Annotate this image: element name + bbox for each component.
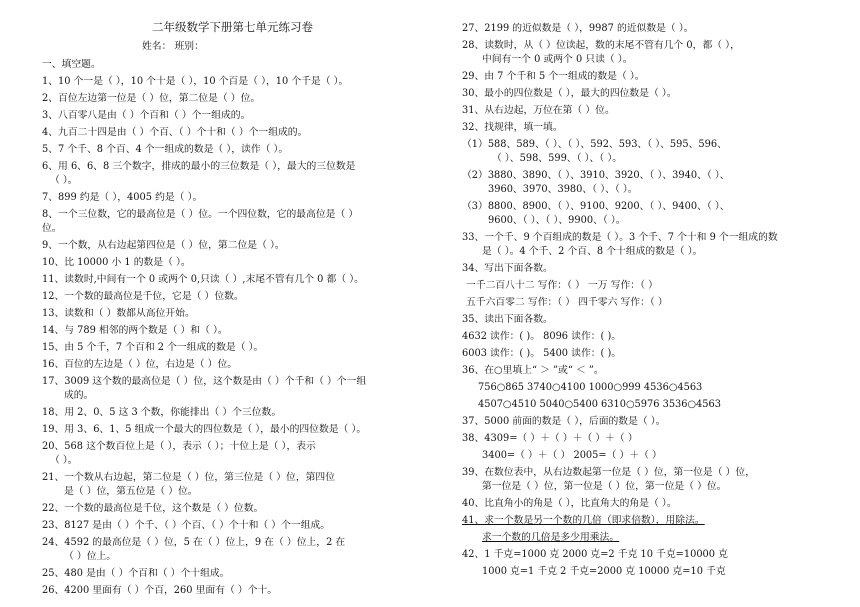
worksheet-line: 16、百位的左边是（ ）位，右边是（ ）位。 [42,359,238,370]
worksheet-line: 30、最小的四位数是（ ），最大的四位数是（ ）。 [462,88,677,99]
worksheet-line: 10、比 10000 小 1 的数是（ ）。 [42,257,191,268]
worksheet-line: 第一位是（ ）位，第一位是（ ）位，第一位是（ ）位。 [482,481,727,492]
worksheet-line: 是（ ）位，第五位是（ ）位。 [64,486,198,497]
worksheet-line: 21、一个数从右边起，第二位是（ ）位，第三位是（ ）位，第四位 [42,472,336,483]
worksheet-line: 40、比直角小的角是（ ），比直角大的角是（ ）。 [462,498,677,509]
worksheet-line: 6003 读作：( )。 5400 读作：( )。 [462,348,622,359]
worksheet-line: 3960、3970、3980、（ ）、（ ）。 [488,184,638,195]
worksheet-line: 是（ ）。4 个千、2 个百、8 个十组成的数是（ ）。 [482,246,703,257]
worksheet-line: （ ）。 [50,175,78,186]
page-title: 二年级数学下册第七单元练习卷 [152,20,313,34]
worksheet-line: 11、读数时,中间有一个 0 或两个 0,只读（ ）,末尾不管有几个 0 都（ ）。 [42,274,364,285]
worksheet-line: 31、从右边起，万位在第（ ）位。 [462,105,615,116]
worksheet-line: 4507○4510 5040○5400 6310○5976 3536○4563 [478,399,721,410]
worksheet-line: 1、10 个一是（ ），10 个十是（ ），10 个百是（ ），10 个千是（ ）。 [42,76,349,87]
worksheet-line: 756○865 3740○4100 1000○999 4536○4563 [478,382,703,393]
worksheet-line: 15、由 5 个千，7 个百和 2 个一组成的数是（ ）。 [42,342,264,353]
worksheet-line: 4、九百二十四是由（ ）个百、（ ）个十和（ ）个一组成的。 [42,127,308,138]
worksheet-line: 35、读出下面各数。 [462,314,553,325]
worksheet-line: 中间有一个 0 或两个 0 只读（ ）。 [482,54,633,65]
worksheet-line: （2）3880、3890、（ ）、3910、3920、（ ）、3940、（ ）、 [462,170,730,181]
worksheet-line: 2、百位左边第一位是（ ）位，第二位是（ ）位。 [42,93,261,104]
worksheet-line: 26、4200 里面有（ ）个百，260 里面有（ ）个十。 [42,585,278,596]
worksheet-line: 36、在○里填上“ ＞ ”或“ ＜ ”。 [462,365,604,376]
worksheet-line: 9、一个数，从右边起第四位是（ ）位，第二位是（ ）。 [42,240,285,251]
worksheet-line: 3400=（ ）＋（ ） 2005=（ ）＋（ ） [482,450,662,461]
worksheet-line: 14、与 789 相邻的两个数是（ ）和（ ）。 [42,325,228,336]
worksheet-line: 28、读数时，从（ ）位读起，数的末尾不管有几个 0，都（ ）， [462,40,740,51]
worksheet-line: 3、八百零八是由（ ）个百和（ ）个一组成的。 [42,110,251,121]
worksheet-line: 39、在数位表中，从右边数起第一位是（ ）位，第一位是（ ）位， [462,467,756,478]
worksheet-line: 33、一个千、9 个百组成的数是（ ）。3 个千、7 个十和 9 个一组成的数 [462,232,778,243]
worksheet-line: 8、一个三位数，它的最高位是（ ）位。一个四位数，它的最高位是（ ） [42,209,359,220]
worksheet-line: 24、4592 的最高位是（ ）位，5 在（ ）位上，9 在（ ）位上，2 在 [42,537,346,548]
worksheet-line: 12、一个数的最高位是千位，它是（ ）位数。 [42,291,244,302]
worksheet-line: （1）588、589、（ ）、（ ）、592、593、（ ）、595、596、 [462,139,727,150]
worksheet-line: 6、用 6、6、8 三个数字，排成的最小的三位数是（ ），最大的三位数是 [42,161,356,172]
worksheet-line: 17、3009 这个数的最高位是（ ）位，这个数是由（ ）个千和（ ）个一组 [42,376,367,387]
worksheet-line: 29、由 7 个千和 5 个一组成的数是（ ）。 [462,71,645,82]
worksheet-line: 5、7 个千、8 个百、4 个一组成的数是（ ），读作（ ）。 [42,144,289,155]
worksheet-line: 7、899 约是（ ），4005 约是（ ）。 [42,192,203,203]
worksheet-line: 求一个数的几倍是多少用乘法。 [482,532,620,543]
worksheet-line: 34、写出下面各数。 [462,263,553,274]
worksheet-line: 4632 读作：( )。 8096 读作：( )。 [462,331,622,342]
worksheet-line: 27、2199 的近似数是（ ），9987 的近似数是（ ）。 [462,23,694,34]
worksheet-line: 23、8127 是由（ ）个千、（ ）个百、（ ）个十和（ ）个一组成。 [42,520,331,531]
worksheet-line: 一、填空题。 [42,59,101,70]
worksheet-line: 一千二百八十二 写作：（ ） 一万 写作：（ ） [466,280,658,291]
worksheet-line: 25、480 是由（ ）个百和（ ）个十组成。 [42,568,230,579]
worksheet-line: 成的。 [64,390,94,401]
worksheet-line: 20、568 这个数百位上是（ ），表示（ ）；十位上是（ ），表示 [42,441,316,452]
worksheet-line: 22、一个数的最高位是千位，这个数是（ ）位数。 [42,503,264,514]
worksheet-line: 9600、（ ）、（ ）、9900、（ ）。 [488,215,626,226]
worksheet-line: （ ）位上。 [64,551,117,562]
worksheet-line: 13、读数和（ ）数都从高位开始。 [42,308,195,319]
worksheet-line: 37、5000 前面的数是（ ），后面的数是（ ）。 [462,416,666,427]
worksheet-line: （3）8800、8900、（ ）、9100、9200、（ ）、9400、（ ）、 [462,201,730,212]
worksheet-line: （ ）。 [50,455,78,466]
worksheet-line: 42、1 千克=1000 克 2000 克=2 千克 10 千克=10000 克 [462,549,728,560]
worksheet-line: 五千六百零二 写作：（ ） 四千零六 写作：（ ） [466,297,668,308]
worksheet-line: 19、用 3、6、1、5 组成一个最大的四位数是（ ），最小的四位数是（ ）。 [42,424,367,435]
worksheet-line: 位。 [42,223,62,234]
worksheet-line: 1000 克=1 千克 2 千克=2000 克 10000 克=10 千克 [482,566,726,577]
worksheet-line: 姓名： 班别： [142,41,204,52]
worksheet-line: （ ）、598、599、（ ）、（ ）。 [492,153,623,164]
worksheet-line: 18、用 2、0、5 这 3 个数，你能排出（ ）个三位数。 [42,407,282,418]
worksheet-line: 38、4309=（ ）＋（ ）＋（ ）＋（ ） [462,433,638,444]
worksheet-line: 32、找规律，填一填。 [462,122,563,133]
worksheet-line: 41、求一个数是另一个数的几倍（即求倍数），用除法。 [462,515,705,526]
